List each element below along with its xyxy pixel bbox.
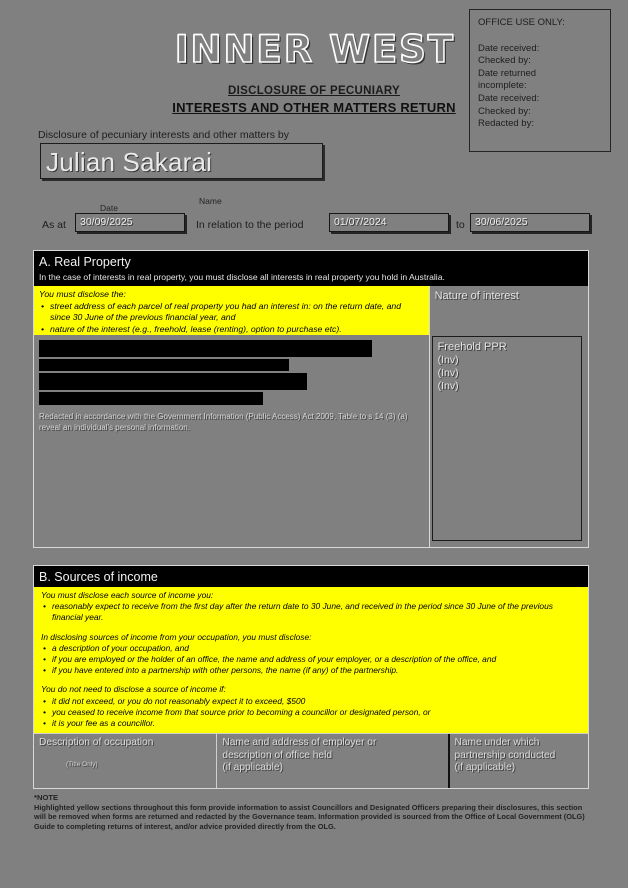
section-a-left-column <box>34 286 429 547</box>
column-header-employer-line-3: (if applicable) <box>222 762 283 774</box>
section-b-para2-bullet-2: • if you are employed or the holder of an office, the name and address of your employer, or a description of the office, and <box>52 654 582 665</box>
redaction-bar <box>39 373 307 390</box>
section-a-guidance-bullet-1: • street address of each parcel of real property you had an interest in: on the return date, and since 30 June of the previous financial year, and <box>50 301 424 324</box>
spacer <box>41 676 582 684</box>
office-use-date-received-2: Date received: <box>478 92 540 104</box>
office-use-checked-by-1: Checked by: <box>478 55 531 67</box>
nature-value-2: (Inv) <box>437 354 459 366</box>
nature-value-4: (Inv) <box>437 380 459 392</box>
column-employer-name-address <box>216 734 447 788</box>
disclosure-by-label: Disclosure of pecuniary interests and other matters by <box>38 129 289 141</box>
as-at-date-value: 30/09/2025 <box>80 216 133 228</box>
nature-of-interest-header: Nature of interest <box>434 290 519 302</box>
nature-of-interest-cell[interactable] <box>432 336 582 541</box>
section-a-heading: A. Real Property <box>34 251 588 272</box>
section-a-property-entries <box>34 335 429 547</box>
logo-text: INNER WEST <box>174 27 456 71</box>
section-b-para3-bullet-2: • you ceased to receive income from that source prior to becoming a councillor or designated person, or <box>52 707 582 718</box>
name-value: Julian Sakarai <box>46 147 213 177</box>
section-b-para1-bullet: • reasonably expect to receive from the first day after the return date to 30 June, and received in the period since 30 June of the previous financial year. <box>52 601 582 623</box>
redaction-bar <box>39 392 263 405</box>
office-use-redacted-by: Redacted by: <box>478 118 534 130</box>
section-b-para2-intro: In disclosing sources of income from your occupation, you must disclose: <box>41 631 312 642</box>
column-partnership-name <box>448 734 589 788</box>
column-header-employer-line-2: description of office held <box>222 749 333 761</box>
section-a-guidance-bullet-2: • nature of the interest (e.g., freehold, lease (renting), option to purchase etc). <box>50 324 424 336</box>
section-a-right-column <box>429 286 588 547</box>
office-use-box <box>469 9 611 152</box>
section-a-subheading: In the case of interests in real property, you must disclose all interests in real property you hold in Australia. <box>34 272 588 286</box>
office-use-date-returned: Date returned <box>478 67 537 79</box>
office-use-checked-by-2: Checked by: <box>478 105 531 117</box>
period-to-value: 30/06/2025 <box>475 216 528 228</box>
section-a-guidance-intro: You must disclose the: <box>39 289 126 299</box>
footer-note-body: Highlighted yellow sections throughout this form provide information to assist Councillors and Designated Officers preparing their disclosures, this section will be removed when forms are returned and redacted by the Governance team. Information provided is sourced from the Office of Local Government (OLG) Guide to completing returns of interest, and/or advice provided directly from the OLG. <box>34 802 585 831</box>
redaction-bar <box>39 340 372 357</box>
section-b-para3-bullet-3: • it is your fee as a councillor. <box>52 718 582 729</box>
document-title-line-2: INTERESTS AND OTHER MATTERS RETURN <box>172 100 456 115</box>
footer-note-title: *NOTE <box>34 793 59 802</box>
column-header-partnership-line-3: (if applicable) <box>454 762 516 774</box>
column-note-title-only: (Title Only) <box>66 760 98 768</box>
section-b-para2-bullet-3: • if you have entered into a partnership with other persons, the name (if any) of the partnership. <box>52 665 582 676</box>
period-label: In relation to the period <box>196 219 304 231</box>
office-use-date-received-1: Date received: <box>478 42 540 54</box>
section-a-real-property <box>33 250 589 548</box>
date-caption: Date <box>100 203 118 213</box>
column-header-partnership-line-1: Name under which <box>454 737 540 749</box>
name-caption: Name <box>199 196 222 206</box>
section-b-table-header-row <box>34 733 588 788</box>
section-b-para2-bullet-1: • a description of your occupation, and <box>52 643 582 654</box>
document-title-line-1: DISCLOSURE OF PECUNIARY <box>228 85 400 97</box>
spacer <box>41 624 582 632</box>
column-description-of-occupation <box>34 734 216 788</box>
nature-value-3: (Inv) <box>437 367 459 379</box>
nature-value-1: Freehold PPR <box>437 341 507 353</box>
section-b-heading: B. Sources of income <box>34 566 588 587</box>
column-header-occupation: Description of occupation <box>39 737 154 749</box>
section-b-sources-of-income <box>33 565 589 789</box>
redaction-note: Redacted in accordance with the Government Information (Public Access) Act 2009, Table to s 14 (3) (a) reveal an individual's personal information. <box>39 412 408 432</box>
section-b-para3-intro: You do not need to disclose a source of income if: <box>41 684 226 695</box>
inner-west-logo <box>175 26 455 72</box>
footer-note <box>34 793 594 831</box>
column-header-employer-line-1: Name and address of employer or <box>222 737 377 749</box>
section-b-guidance <box>34 587 588 733</box>
section-a-guidance <box>34 286 429 335</box>
redaction-bar <box>39 359 289 371</box>
as-at-label: As at <box>42 219 66 231</box>
column-header-partnership-line-2: partnership conducted <box>454 749 556 761</box>
office-use-title: OFFICE USE ONLY: <box>478 17 565 28</box>
period-to-label: to <box>456 219 465 231</box>
section-b-para3-bullet-1: • it did not exceed, or you do not reasonably expect it to exceed, $500 <box>52 696 582 707</box>
section-b-para1-intro: You must disclose each source of income you: <box>41 590 214 600</box>
office-use-incomplete: incomplete: <box>478 80 527 92</box>
period-from-value: 01/07/2024 <box>334 216 387 228</box>
